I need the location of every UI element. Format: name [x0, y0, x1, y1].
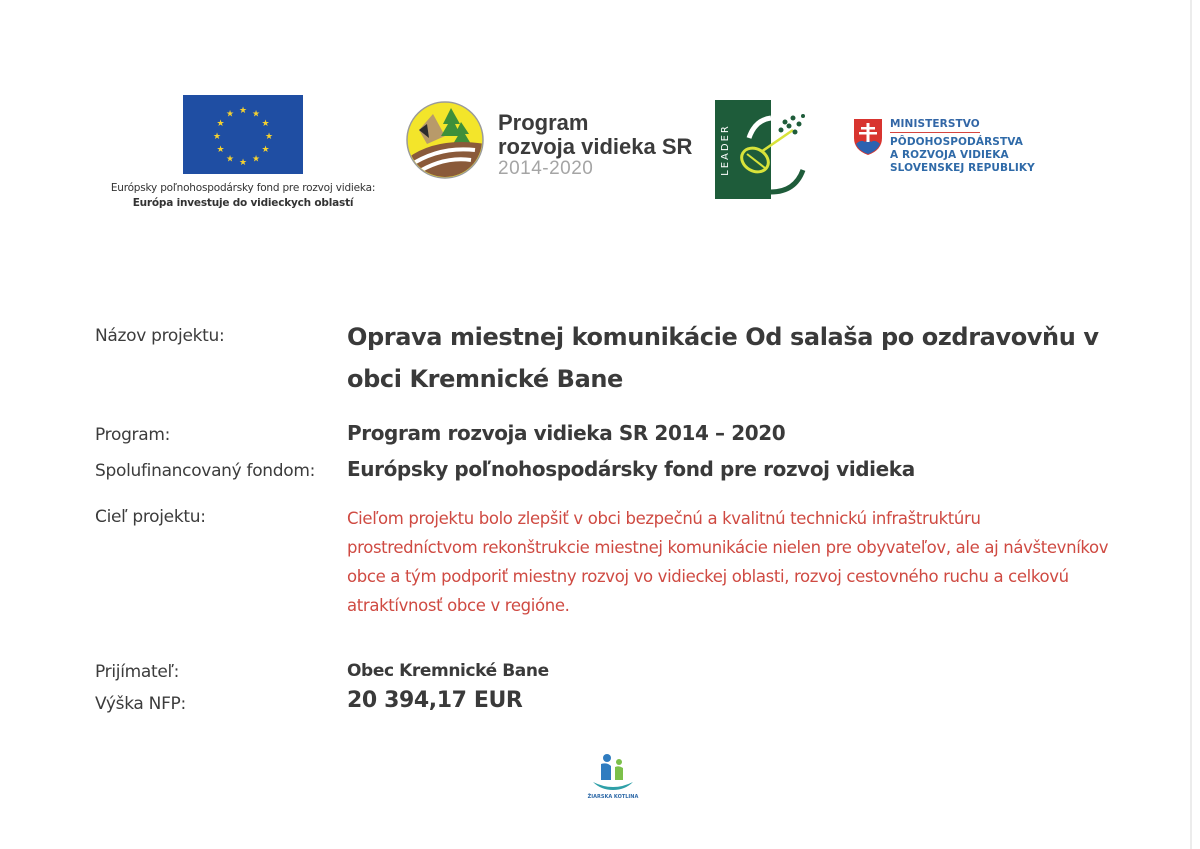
svg-text:LEADER: LEADER: [720, 124, 731, 176]
svg-text:★: ★: [225, 154, 235, 165]
amount-value: 20 394,17 EUR: [347, 688, 523, 713]
ministry-line1: MINISTERSTVO: [890, 118, 980, 133]
svg-text:★: ★: [251, 109, 261, 120]
fund-label: Spolufinancovaný fondom:: [95, 461, 316, 481]
ministry-line3: A ROZVOJA VIDIEKA: [890, 149, 1009, 161]
ministry-line2: PÔDOHOSPODÁRSTVA: [890, 136, 1023, 148]
eu-flag-icon: [183, 95, 303, 174]
eu-logo-caption: [90, 181, 396, 211]
ministry-logo-text: [890, 118, 1035, 175]
svg-text:★: ★: [251, 154, 261, 165]
svg-text:★: ★: [225, 109, 235, 120]
prv-line1: Program: [498, 110, 589, 135]
svg-text:★: ★: [261, 145, 270, 155]
svg-text:★: ★: [238, 158, 248, 168]
goal-value: [347, 504, 1137, 620]
ziarska-kotlina-logo-icon: [585, 748, 641, 804]
svg-text:ŽIARSKA KOTLINA: ŽIARSKA KOTLINA: [587, 794, 639, 800]
program-value: Program rozvoja vidieka SR 2014 – 2020: [347, 421, 786, 445]
prv-badge-icon: [405, 100, 485, 180]
recipient-label: Prijímateľ:: [95, 662, 180, 682]
eu-caption-line2: Európa investuje do vidieckych oblastí: [132, 197, 354, 209]
project-title-line1: Oprava miestnej komunikácie Od salaša po ozdravovňu v: [347, 323, 1099, 351]
goal-line: obce a tým podporiť miestny rozvoj vo vidieckej oblasti, rozvoj cestovného ruchu a celkovú: [347, 567, 1069, 586]
prv-line2: rozvoja vidieka SR: [498, 134, 693, 159]
goal-line: prostredníctvom rekonštrukcie miestnej komunikácie nielen pre obyvateľov, ale aj návštevníkov: [347, 538, 1109, 557]
recipient-value: Obec Kremnické Bane: [347, 661, 549, 681]
goal-line: Cieľom projektu bolo zlepšiť v obci bezpečnú a kvalitnú technickú infraštruktúru: [347, 509, 981, 528]
ministry-line4: SLOVENSKEJ REPUBLIKY: [890, 162, 1035, 174]
goal-line: atraktívnosť obce v regióne.: [347, 596, 570, 615]
svg-text:★: ★: [212, 132, 222, 142]
eu-caption-line1: Európsky poľnohospodársky fond pre rozvoj vidieka:: [110, 182, 376, 194]
program-label: Program:: [95, 425, 171, 445]
prv-line3: 2014-2020: [498, 158, 594, 179]
svg-text:★: ★: [264, 132, 274, 142]
svg-text:★: ★: [216, 119, 225, 129]
fund-value: Európsky poľnohospodársky fond pre rozvoj vidieka: [347, 457, 915, 481]
goal-label: Cieľ projektu:: [95, 507, 206, 527]
project-title-line2: obci Kremnické Bane: [347, 365, 623, 393]
slovak-coat-of-arms-icon: [853, 118, 883, 156]
project-title: [347, 316, 1117, 400]
svg-text:★: ★: [216, 145, 225, 155]
prv-logo-text: [498, 111, 692, 179]
page-edge: [1190, 0, 1192, 849]
svg-text:★: ★: [261, 119, 270, 129]
project-title-label: Názov projektu:: [95, 326, 225, 346]
amount-label: Výška NFP:: [95, 694, 186, 714]
svg-text:★: ★: [238, 106, 248, 116]
leader-logo-icon: [715, 100, 813, 199]
